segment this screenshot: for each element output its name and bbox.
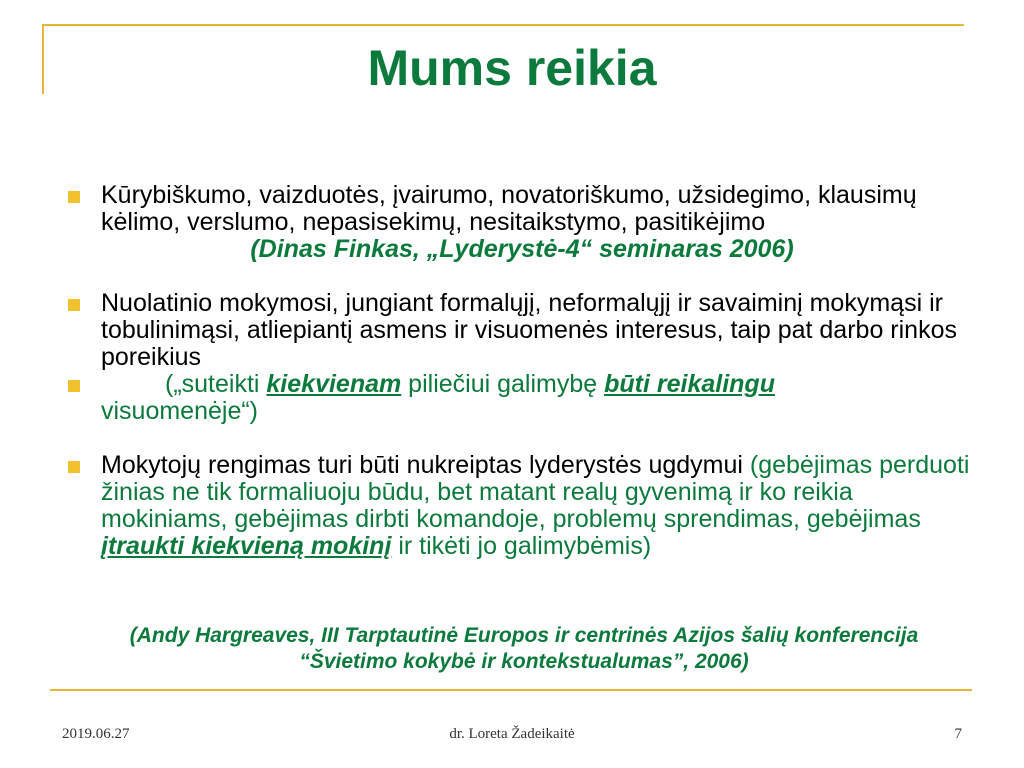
spacer <box>62 263 982 290</box>
footer-author: dr. Loreta Žadeikaitė <box>449 726 575 742</box>
square-bullet-icon <box>68 191 80 203</box>
square-bullet-icon <box>68 461 80 473</box>
quote-middle: piliečiui galimybę <box>401 370 605 398</box>
spacer <box>62 425 982 452</box>
frame-top-line <box>42 24 964 26</box>
bullet-item-4-green-end: ir tikėti jo galimybėmis) <box>391 532 652 560</box>
frame-bottom-line <box>50 689 972 691</box>
source-line-1: (Andy Hargreaves, III Tarptautinė Europos ir centrinės Azijos šalių konferencija <box>129 624 919 647</box>
square-bullet-icon <box>68 380 80 392</box>
quote-emphasis-needed: būti reikalingu <box>604 370 775 398</box>
bullet-item-2-text: Nuolatinio mokymosi, jungiant formalųjį, neformalųjį ir savaiminį mokymąsi ir tobulinimąsi, atliepiantį asmens ir visuomenės interesus, taip pat darbo rinkos poreikius <box>101 289 957 371</box>
footer-date: 2019.06.27 <box>62 726 130 742</box>
bullet-item-4-emphasis: įtraukti kiekvieną mokinį <box>101 532 392 560</box>
bullet-item-4-green-text: (gebėjimas perduoti žinias ne tik formaliuoju būdu, bet matant realų gyvenimą ir ko reikia mokiniams, gebėjimas dirbti komandoje, problemų sprendimas, gebėjimas <box>101 451 970 533</box>
bullet-item-1 <box>62 182 982 263</box>
source-line-2: “Švietimo kokybė ir kontekstualumas”, 2006) <box>299 650 749 673</box>
quote-open: („suteikti <box>165 370 267 398</box>
quote-close: visuomenėje“) <box>101 397 259 425</box>
slide-title: Mums reikia <box>367 40 657 96</box>
footer-page-number: 7 <box>954 726 962 742</box>
source-citation <box>0 623 1024 675</box>
bullet-item-1-citation: (Dinas Finkas, „Lyderystė-4“ seminaras 2006) <box>250 235 794 263</box>
bullet-item-1-text: Kūrybiškumo, vaizduotės, įvairumo, novatoriškumo, užsidegimo, klausimų kėlimo, verslumo, nepasisekimų, nesitaikstymo, pasitikėjimo <box>101 181 917 236</box>
bullet-item-2 <box>62 290 982 371</box>
square-bullet-icon <box>68 299 80 311</box>
bullet-item-3 <box>62 371 982 425</box>
bullet-item-4-text: Mokytojų rengimas turi būti nukreiptas lyderystės ugdymui <box>101 451 750 479</box>
quote-emphasis-everyone: kiekvienam <box>266 370 402 398</box>
bullet-item-4 <box>62 452 982 560</box>
slide-content <box>62 182 982 560</box>
